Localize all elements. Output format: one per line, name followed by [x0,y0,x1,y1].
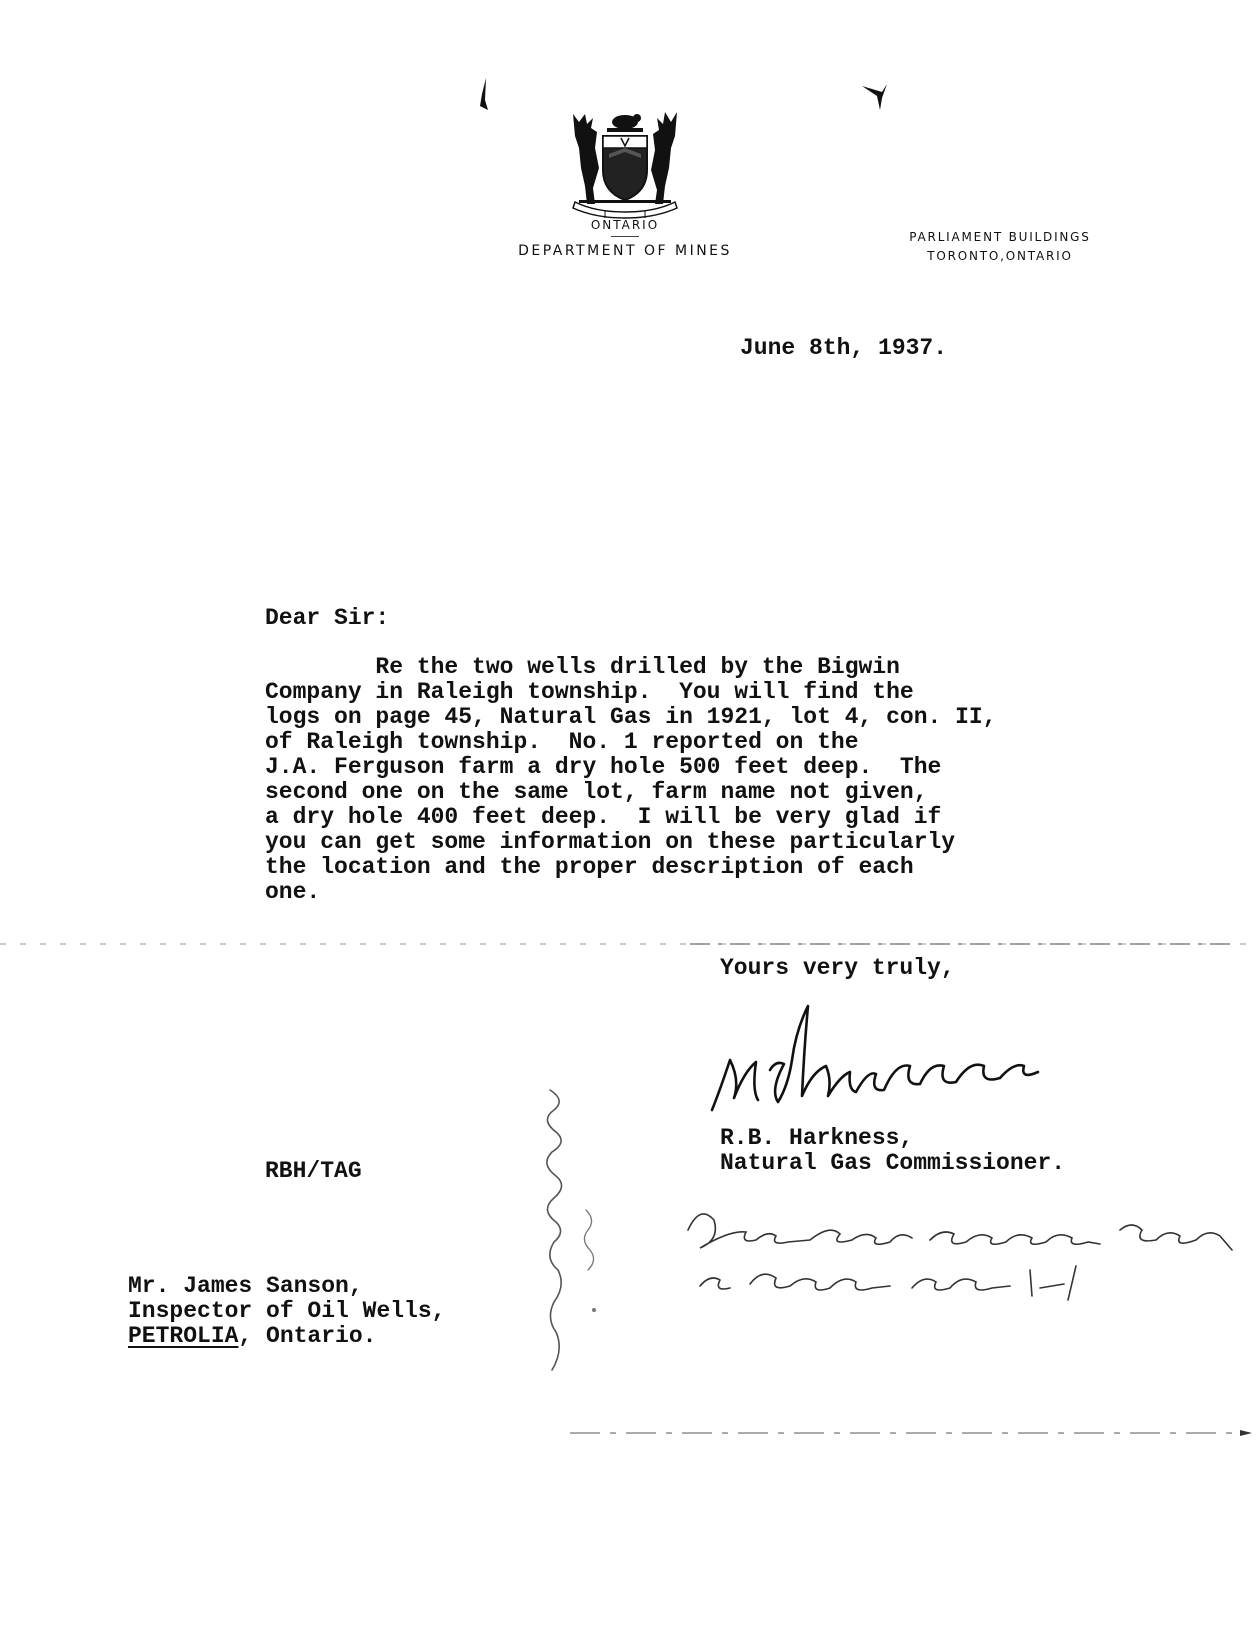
recipient-location [128,1324,376,1349]
letter-closing: Yours very truly, [720,955,955,981]
recipient-title: Inspector of Oil Wells, [128,1298,446,1324]
signatory-title: Natural Gas Commissioner. [720,1150,1066,1176]
recipient-city: PETROLIA [128,1323,239,1349]
address-line-1: PARLIAMENT BUILDINGS [909,230,1091,244]
ink-mark-left [476,76,492,112]
reference-initials: RBH/TAG [265,1158,362,1184]
ontario-coat-of-arms-crest [565,108,685,220]
letterhead-rule [611,236,639,237]
address-line-2: TORONTO,ONTARIO [927,249,1073,263]
paper-fold-line-bottom [560,1428,1260,1438]
letter-salutation: Dear Sir: [265,605,390,631]
paper-fold-line [0,940,1260,948]
recipient-name: Mr. James Sanson, [128,1273,363,1299]
letterhead-province: ONTARIO [590,218,660,232]
signatory-name: R.B. Harkness, [720,1125,914,1151]
pencil-margin-note [510,1080,620,1380]
letter-body: Re the two wells drilled by the Bigwin Company in Raleigh township. You will find the logs on page 45, Natural Gas in 1921, lot 4, con. II, of Raleigh township. No. 1 reported on the J.A. Ferguson farm a dry hole 500 feet deep. The second one on the same lot, farm name not given, a dry hole 400 feet deep. I will be very glad if you can get some information on these particularly the location and the proper description of each one. [265,654,997,905]
letterhead-department: DEPARTMENT OF MINES [518,243,732,259]
letterhead-address [895,228,1105,266]
handwritten-note [680,1200,1240,1310]
handwritten-signature [700,1000,1060,1130]
letter-date: June 8th, 1937. [740,335,948,361]
ink-mark-right [860,82,890,112]
recipient-province: , Ontario. [238,1323,377,1349]
